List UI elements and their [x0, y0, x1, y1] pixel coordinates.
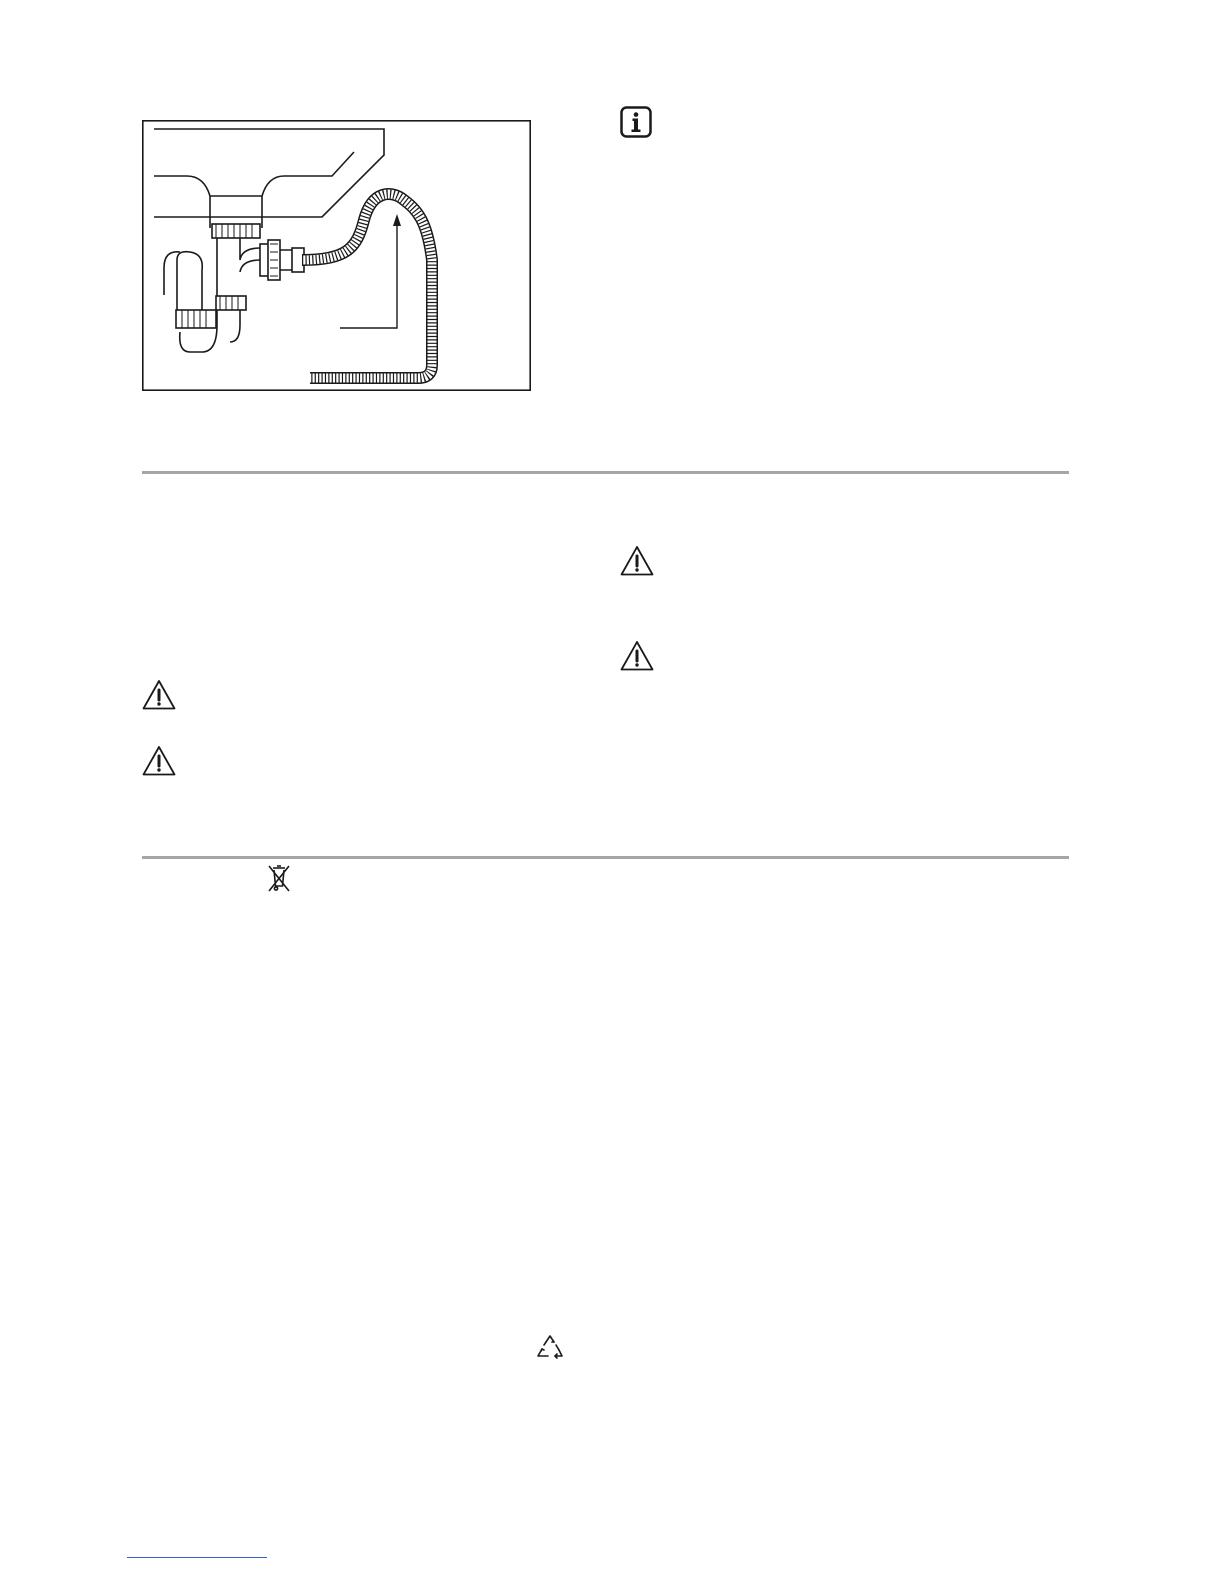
warning-triangle-icon: [620, 640, 654, 672]
warning-triangle-icon: [142, 745, 176, 777]
warning-triangle-icon: [620, 545, 654, 577]
warning-triangle-icon: [142, 679, 176, 711]
section-divider: [142, 856, 1069, 859]
recycle-icon: [535, 1334, 565, 1364]
section-divider: [142, 471, 1069, 474]
crossed-out-wheelie-bin-icon: [266, 864, 292, 894]
footer-link-underline: [127, 1557, 267, 1558]
info-icon: [620, 106, 652, 138]
drain-hose-connection-figure: [142, 120, 531, 391]
